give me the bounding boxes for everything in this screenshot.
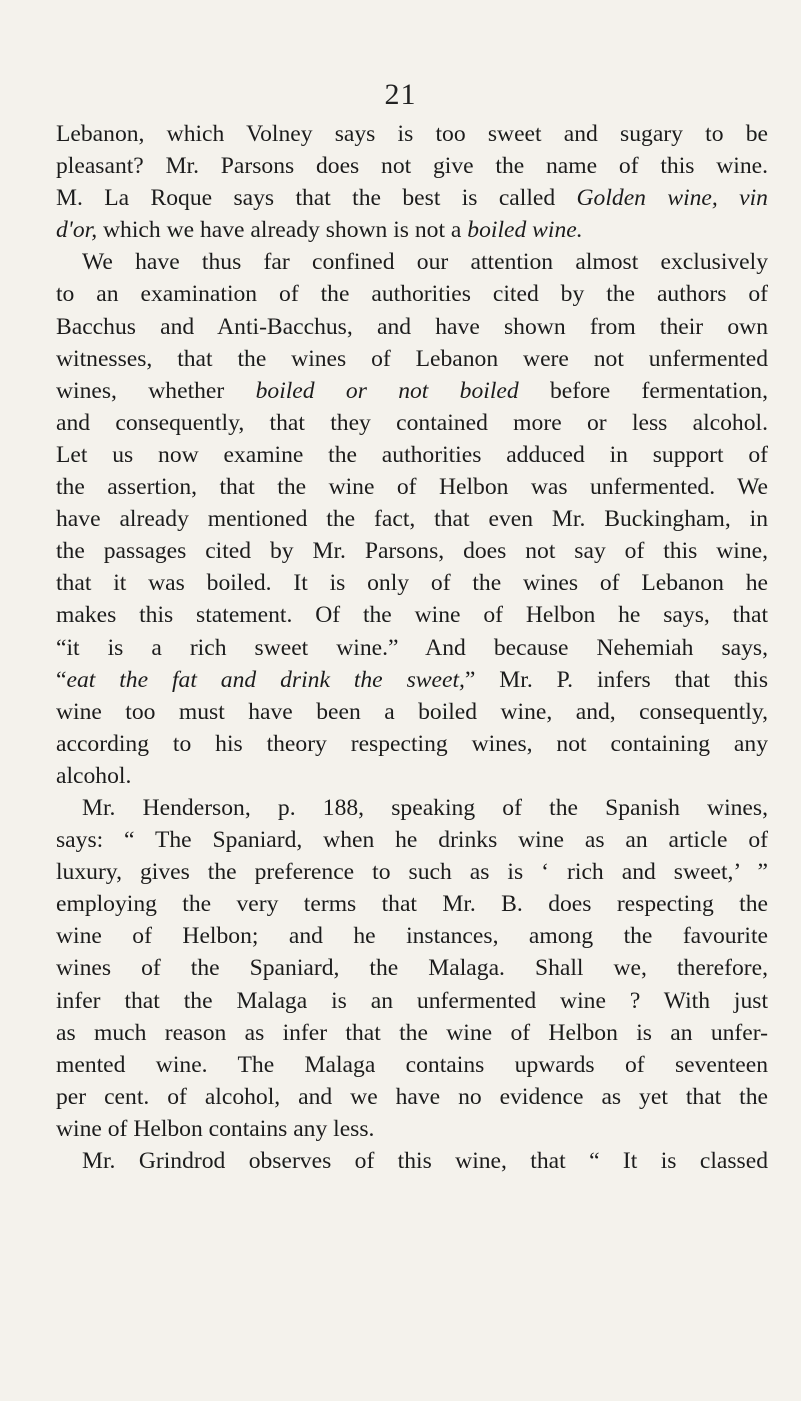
text-segment: “: [56, 666, 67, 693]
text-line: [56, 696, 768, 728]
italic-text: boiled or not boiled: [255, 377, 519, 404]
italic-text: boiled wine.: [467, 217, 583, 244]
text-segment: and consequently, that they contained more or less alcohol.: [56, 409, 768, 436]
text-segment: according to his theory respecting wines, not containing any: [56, 730, 768, 757]
italic-text: Golden wine, vin: [576, 185, 768, 212]
text-segment: says: “ The Spaniard, when he drinks wine as an article of: [56, 827, 768, 854]
text-segment: wine too must have been a boiled wine, and, consequently,: [56, 698, 768, 725]
text-line: [56, 599, 768, 631]
text-line: [56, 952, 768, 984]
text-segment: before fermentation,: [518, 377, 768, 404]
text-segment: alcohol.: [56, 762, 132, 789]
text-segment: have already mentioned the fact, that even Mr. Buckingham, in: [56, 506, 768, 533]
text-segment: ” Mr. P. infers that this: [464, 666, 769, 693]
text-line: [56, 792, 768, 824]
text-line: [56, 246, 768, 278]
text-segment: makes this statement. Of the wine of Helbon he says, that: [56, 602, 768, 629]
text-segment: Let us now examine the authorities adduced in support of: [56, 441, 768, 468]
text-line: [56, 856, 768, 888]
text-segment: as much reason as infer that the wine of Helbon is an unfer-: [56, 1019, 768, 1046]
text-segment: wine of Helbon contains any less.: [56, 1115, 375, 1142]
text-line: [56, 567, 768, 599]
text-segment: wine of Helbon; and he instances, among the favourite: [56, 923, 768, 950]
text-segment: the assertion, that the wine of Helbon was unfermented. We: [56, 474, 768, 501]
italic-text: d'or,: [56, 217, 98, 244]
text-line: [56, 824, 768, 856]
text-line: [56, 311, 768, 343]
text-segment: infer that the Malaga is an unfermented wine ? With just: [56, 987, 768, 1014]
italic-text: eat the fat and drink the sweet,: [66, 666, 465, 693]
text-segment: Mr. Grindrod observes of this wine, that “ It is classed: [82, 1148, 768, 1174]
text-line: [56, 375, 768, 407]
text-line: [56, 535, 768, 567]
text-line: [56, 1145, 768, 1177]
text-segment: wines of the Spaniard, the Malaga. Shall we, therefore,: [56, 955, 768, 982]
text-segment: the passages cited by Mr. Parsons, does not say of this wine,: [56, 538, 768, 565]
text-line: [56, 632, 768, 664]
text-line: [56, 214, 768, 246]
text-segment: Bacchus and Anti-Bacchus, and have shown from their own: [56, 313, 768, 340]
text-line: [56, 407, 768, 439]
text-line: [56, 182, 768, 214]
text-segment: which we have already shown is not a: [97, 217, 468, 244]
text-line: [56, 728, 768, 760]
text-segment: M. La Roque says that the best is called: [56, 185, 577, 212]
text-segment: Mr. Henderson, p. 188, speaking of the Spanish wines,: [82, 794, 768, 821]
body-text: [56, 118, 768, 1177]
text-line: [56, 985, 768, 1017]
text-segment: “it is a rich sweet wine.” And because Nehemiah says,: [56, 634, 768, 661]
text-line: [56, 1113, 768, 1145]
text-segment: mented wine. The Malaga contains upwards of seventeen: [56, 1051, 768, 1078]
text-segment: We have thus far confined our attention almost exclusively: [82, 249, 768, 276]
text-segment: luxury, gives the preference to such as is ‘ rich and sweet,’ ”: [56, 859, 768, 886]
text-segment: employing the very terms that Mr. B. does respecting the: [56, 891, 768, 918]
text-segment: wines, whether: [56, 377, 256, 404]
text-line: [56, 150, 768, 182]
text-segment: per cent. of alcohol, and we have no evidence as yet that the: [56, 1083, 768, 1110]
text-segment: witnesses, that the wines of Lebanon were not unfermented: [56, 345, 768, 372]
text-line: [56, 439, 768, 471]
text-segment: to an examination of the authorities cited by the authors of: [56, 281, 768, 308]
text-segment: that it was boiled. It is only of the wines of Lebanon he: [56, 570, 768, 597]
text-line: [56, 1017, 768, 1049]
text-line: [56, 503, 768, 535]
text-line: [56, 664, 768, 696]
text-line: [56, 471, 768, 503]
text-line: [56, 343, 768, 375]
text-line: [56, 118, 768, 150]
text-line: [56, 888, 768, 920]
text-segment: Lebanon, which Volney says is too sweet and sugary to be: [56, 121, 768, 147]
text-line: [56, 920, 768, 952]
text-line: [56, 760, 768, 792]
page-number: 21: [384, 78, 417, 111]
text-line: [56, 1049, 768, 1081]
text-segment: pleasant? Mr. Parsons does not give the name of this wine.: [56, 153, 768, 180]
text-line: [56, 278, 768, 310]
text-line: [56, 1081, 768, 1113]
